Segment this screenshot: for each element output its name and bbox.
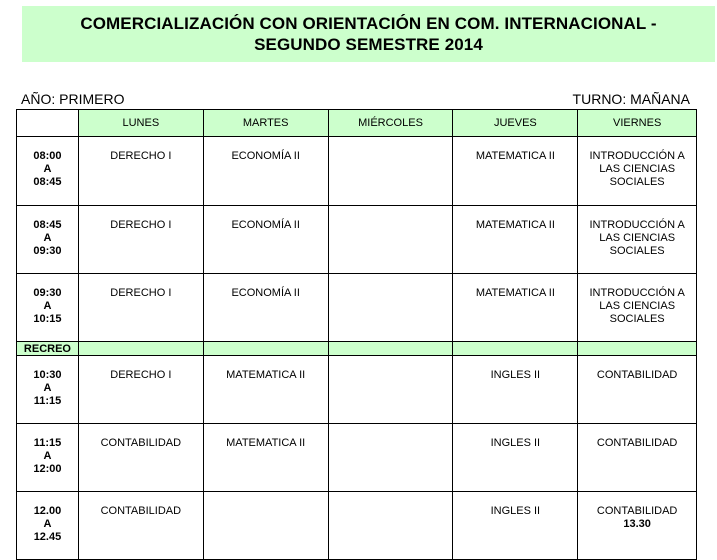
subject-text: MATEMATICA II [226,369,306,381]
break-cell [453,342,578,356]
schedule-row [17,424,697,492]
subject-text: DERECHO I [110,369,172,381]
time-slot-text: 08:45 [33,176,62,188]
time-slot-text: 08:45 [33,219,62,231]
subject-cell [453,206,578,274]
year-label: AÑO: PRIMERO [21,91,125,107]
subject-cell [78,424,203,492]
subject-text: CONTABILIDAD [100,437,182,449]
title-line-2: SEGUNDO SEMESTRE 2014 [254,35,483,54]
break-cell [78,342,203,356]
time-slot-text: 10:30 [33,369,62,381]
subject-cell [203,137,328,206]
subject-cell [453,137,578,206]
subject-cell [578,137,697,206]
subject-cell [328,356,453,424]
break-cell [578,342,697,356]
subject-cell [578,206,697,274]
schedule-body [17,137,697,560]
subject-text: LAS CIENCIAS [599,300,676,312]
time-slot-text: 12:00 [33,463,62,475]
time-slot-cell [17,424,79,492]
time-slot-cell [17,492,79,560]
subject-text: DERECHO I [110,219,172,231]
subject-cell [203,424,328,492]
subject-cell [453,492,578,560]
subject-cell [78,492,203,560]
time-slot-text: A [43,163,52,175]
subject-cell [453,356,578,424]
break-cell [203,342,328,356]
subject-text: DERECHO I [110,287,172,299]
day-header-martes: MARTES [203,110,328,137]
subject-text: SOCIALES [609,176,665,188]
schedule-row [17,356,697,424]
break-label: RECREO [17,342,79,356]
time-slot-text: 09:30 [33,287,62,299]
subject-text: CONTABILIDAD [596,437,678,449]
subject-note: 13.30 [623,518,651,530]
day-header-miercoles: MIÉRCOLES [328,110,453,137]
subject-cell [578,492,697,560]
title-line-1: COMERCIALIZACIÓN CON ORIENTACIÓN EN COM. INTERNACIONAL - [80,14,657,33]
schedule-row [17,492,697,560]
subject-cell [578,424,697,492]
subject-text: CONTABILIDAD [100,505,182,517]
corner-cell [17,110,79,137]
subject-cell [578,274,697,342]
subject-text: INTRODUCCIÓN A [589,150,685,162]
time-slot-text: A [43,300,52,312]
time-slot-cell [17,206,79,274]
day-header-viernes: VIERNES [578,110,697,137]
time-slot-cell [17,274,79,342]
subject-text: INTRODUCCIÓN A [589,219,685,231]
time-slot-text: 08:00 [33,150,62,162]
time-slot-cell [17,137,79,206]
break-row [17,342,697,356]
time-slot-text: A [43,232,52,244]
subject-cell [78,206,203,274]
schedule-row [17,274,697,342]
subject-text: INGLES II [490,369,541,381]
subject-text: MATEMATICA II [226,437,306,449]
subject-text: ECONOMÍA II [231,219,300,231]
time-slot-text: 09:30 [33,245,62,257]
subject-text: SOCIALES [609,245,665,257]
subject-cell [328,274,453,342]
break-cell [328,342,453,356]
subject-cell [453,424,578,492]
schedule-row [17,137,697,206]
subject-text: MATEMATICA II [475,150,555,162]
subject-cell [78,274,203,342]
subject-text: MATEMATICA II [475,287,555,299]
subject-text: MATEMATICA II [475,219,555,231]
subject-text: INGLES II [490,505,541,517]
subject-cell [203,206,328,274]
subject-text: INGLES II [490,437,541,449]
subject-text: CONTABILIDAD [596,369,678,381]
subject-cell [203,492,328,560]
subject-cell [78,137,203,206]
subject-text: INTRODUCCIÓN A [589,287,685,299]
time-slot-text: A [43,450,52,462]
day-header-row [17,110,697,137]
subject-cell [203,274,328,342]
time-slot-text: 12.00 [33,505,62,517]
subject-cell [328,424,453,492]
page-title [22,6,715,62]
subject-text: DERECHO I [110,150,172,162]
time-slot-text: 10:15 [33,313,62,325]
subject-text: CONTABILIDAD [596,505,678,517]
subject-cell [328,206,453,274]
shift-label: TURNO: MAÑANA [572,91,690,107]
time-slot-text: A [43,518,52,530]
time-slot-cell [17,356,79,424]
subject-text: ECONOMÍA II [231,287,300,299]
subject-text: LAS CIENCIAS [599,232,676,244]
subject-cell [328,492,453,560]
day-header-lunes: LUNES [78,110,203,137]
subject-text: SOCIALES [609,313,665,325]
subject-cell [203,356,328,424]
day-header-jueves: JUEVES [453,110,578,137]
time-slot-text: 12.45 [33,531,62,543]
subject-cell [578,356,697,424]
schedule-table [16,109,697,560]
schedule-row [17,206,697,274]
subject-cell [328,137,453,206]
subject-text: ECONOMÍA II [231,150,300,162]
subject-cell [78,356,203,424]
subject-cell [453,274,578,342]
time-slot-text: A [43,382,52,394]
time-slot-text: 11:15 [33,395,62,407]
subject-text: LAS CIENCIAS [599,163,676,175]
time-slot-text: 11:15 [33,437,62,449]
